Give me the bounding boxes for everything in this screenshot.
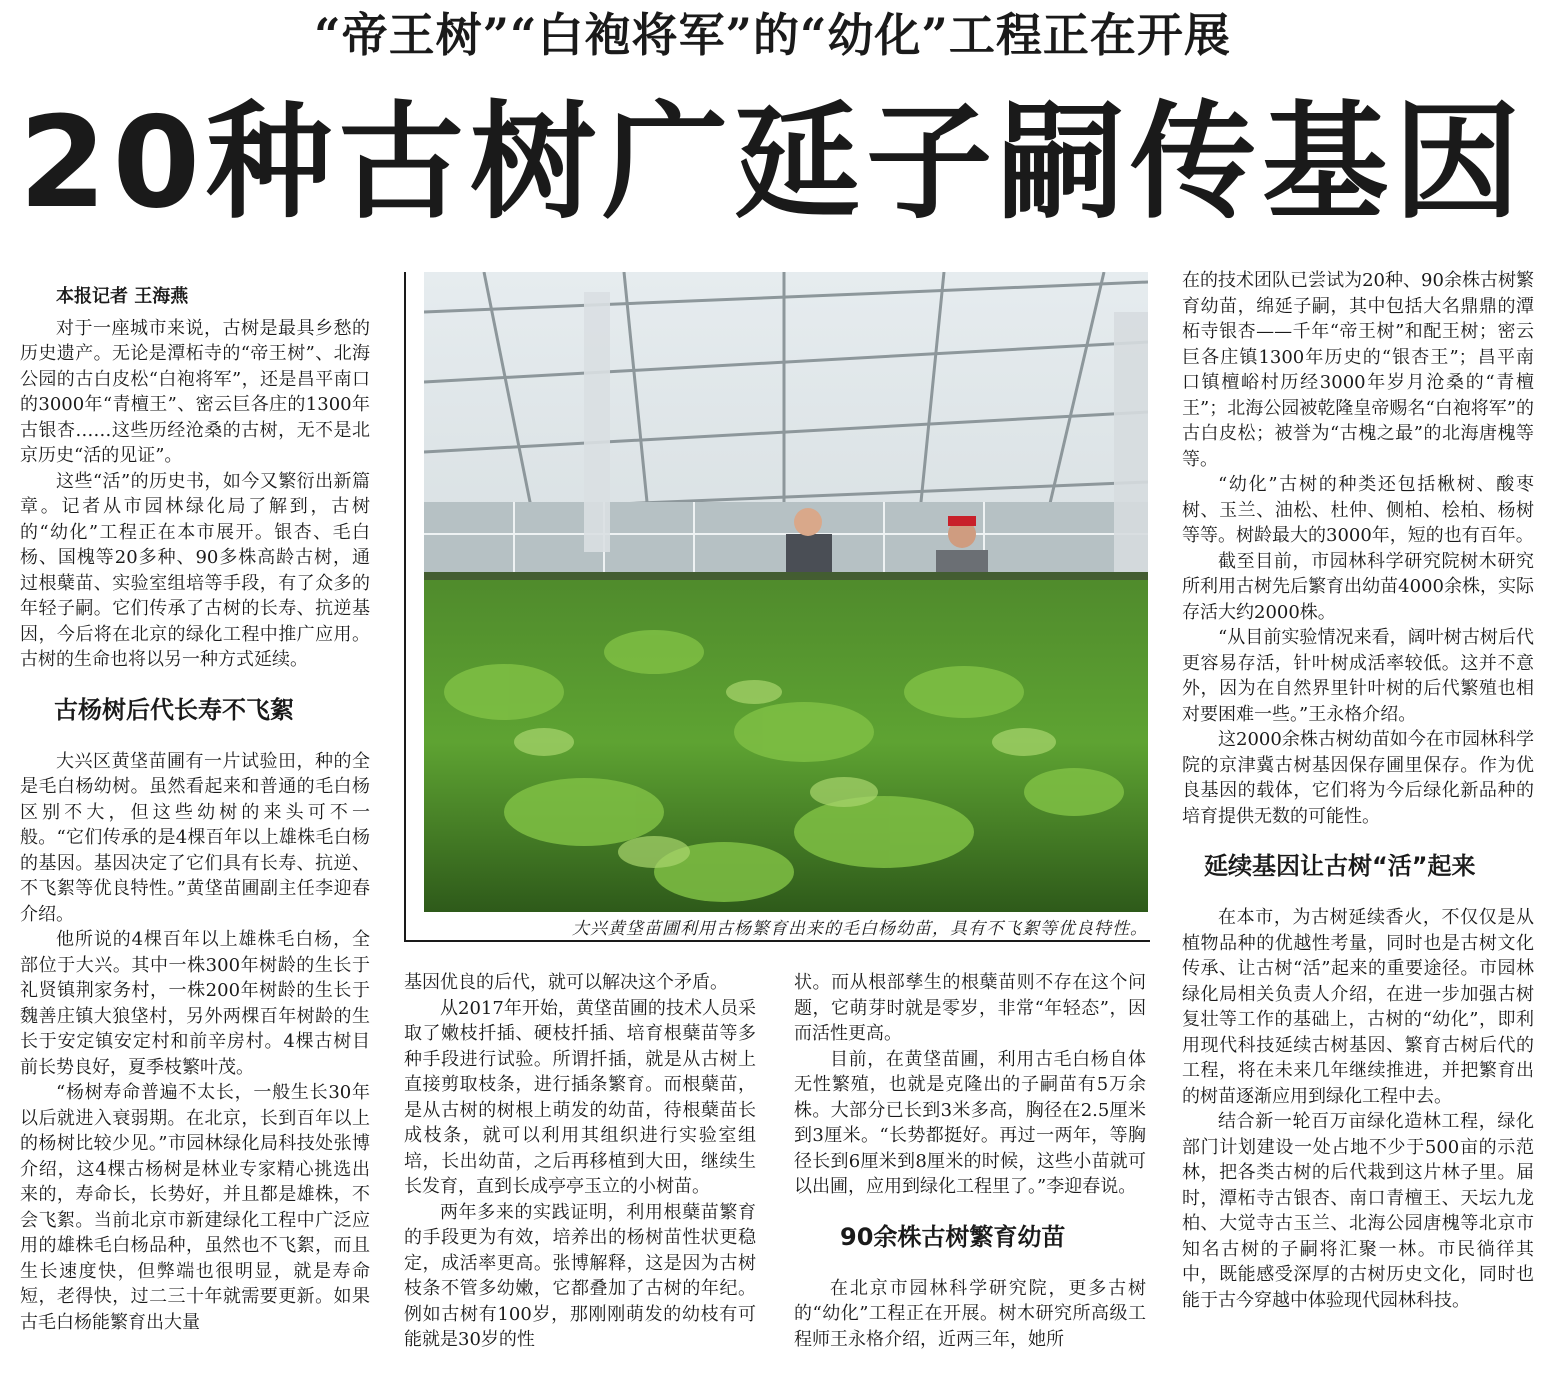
- subheading: 90余株古树繁育幼苗: [840, 1222, 1066, 1251]
- paragraph: 这些“活”的历史书，如今又繁衍出新篇章。记者从市园林绿化局了解到，古树的“幼化”工程正在本市展开。银杏、毛白杨、国槐等20多种、90多株高龄古树，通过根蘖苗、实验室组培等手段，有了众多的年轻子嗣。它们传承了古树的长寿、抗逆基因，今后将在北京的绿化工程中推广应用。古树的生命也将以另一种方式延续。: [20, 470, 370, 670]
- paragraph: 他所说的4棵百年以上雄株毛白杨，全部位于大兴。其中一株300年树龄的生长于礼贤镇荆家务村，一株200年树龄的生长于魏善庄镇大狼垡村，另外两棵百年树龄的生长于安定镇安定村和前辛房村。4棵古树目前长势良好，夏季枝繁叶茂。: [20, 929, 370, 1078]
- paragraph: 从2017年开始，黄垡苗圃的技术人员采取了嫩枝扦插、硬枝扦插、培育根蘖苗等多种手段进行试验。所谓扦插，就是从古树上直接剪取枝条，进行插条繁育。而根蘖苗，是从古树的树根上萌发的幼苗，待根蘖苗长成枝条，就可以利用其组织进行实验室组培，长出幼苗，之后再移植到大田，继续生长发育，直到长成亭亭玉立的小树苗。: [404, 997, 756, 1197]
- paragraph: 状。而从根部孳生的根蘖苗则不存在这个问题，它萌芽时就是零岁，非常“年轻态”，因而活性更高。: [794, 972, 1146, 1044]
- photo-caption: 大兴黄垡苗圃利用古杨繁育出来的毛白杨幼苗，具有不飞絮等优良特性。: [572, 919, 1148, 939]
- paragraph: 目前，在黄垡苗圃，利用古毛白杨自体无性繁殖，也就是克隆出的子嗣苗有5万余株。大部分已长到3米多高，胸径在2.5厘米到3厘米。“长势都挺好。再过一两年，等胸径长到6厘米到8厘米的时候，这些小苗就可以出圃，应用到绿化工程里了。”李迎春说。: [794, 1048, 1146, 1197]
- paragraph: 在的技术团队已尝试为20种、90余株古树繁育幼苗，绵延子嗣，其中包括大名鼎鼎的潭柘寺银杏——千年“帝王树”和配王树；密云巨各庄镇1300年历史的“银杏王”；昌平南口镇檀峪村历经3000年岁月沧桑的“青檀王”；北海公园被乾隆皇帝赐名“白袍将军”的古白皮松；被誉为“古槐之最”的北海唐槐等等。: [1182, 270, 1534, 470]
- paragraph: 基因优良的后代，就可以解决这个矛盾。: [404, 972, 728, 993]
- paragraph: “幼化”古树的种类还包括楸树、酸枣树、玉兰、油松、杜仲、侧柏、桧柏、杨树等等。树龄最大的3000年，短的也有百年。: [1182, 474, 1534, 546]
- byline: 本报记者 王海燕: [56, 286, 189, 307]
- paragraph: 两年多来的实践证明，利用根蘖苗繁育的手段更为有效，培养出的杨树苗性状更稳定，成活率更高。张博解释，这是因为古树枝条不管多幼嫩，它都叠加了古树的年纪。例如古树有100岁，那刚刚萌发的幼枝有可能就是30岁的性: [404, 1201, 756, 1350]
- kicker-headline: “帝王树”“白袍将军”的“幼化”工程正在开展: [314, 8, 1231, 62]
- paragraph: 大兴区黄垡苗圃有一片试验田，种的全是毛白杨幼树。虽然看起来和普通的毛白杨区别不大，但这些幼树的来头可不一般。“它们传承的是4棵百年以上雄株毛白杨的基因。基因决定了它们具有长寿、抗逆、不飞絮等优良特性。”黄垡苗圃副主任李迎春介绍。: [20, 750, 370, 925]
- article-column-1: [20, 284, 370, 1335]
- photo-illustration: [424, 272, 1148, 912]
- article-column-2: [404, 970, 756, 1353]
- subheading: 古杨树后代长寿不飞絮: [54, 695, 294, 724]
- paragraph: “从目前实验情况来看，阔叶树古树后代更容易存活，针叶树成活率较低。这并不意外，因为在自然界里针叶树的后代繁殖也相对要困难一些。”王永格介绍。: [1182, 627, 1534, 725]
- paragraph: 对于一座城市来说，古树是最具乡愁的历史遗产。无论是潭柘寺的“帝王树”、北海公园的古白皮松“白袍将军”，还是昌平南口的3000年“青檀王”、密云巨各庄的1300年古银杏……这些历经沧桑的古树，无不是北京历史“活的见证”。: [20, 317, 370, 466]
- paragraph: 截至目前，市园林科学研究院树木研究所利用古树先后繁育出幼苗4000余株，实际存活大约2000株。: [1182, 550, 1534, 623]
- paragraph: 结合新一轮百万亩绿化造林工程，绿化部门计划建设一处占地不少于500亩的示范林，把各类古树的后代栽到这片林子里。届时，潭柘寺古银杏、南口青檀王、天坛九龙柏、大觉寺古玉兰、北海公园唐槐等北京市知名古树的子嗣将汇聚一林。市民徜徉其中，既能感受深厚的古树历史文化，同时也能于古今穿越中体验现代园林科技。: [1182, 1111, 1534, 1311]
- article-column-3: [794, 970, 1146, 1352]
- main-headline: 20种古树广延子嗣传基因: [18, 89, 1527, 236]
- paragraph: 在本市，为古树延续香火，不仅仅是从植物品种的优越性考量，同时也是古树文化传承、让古树“活”起来的重要途径。市园林绿化局相关负责人介绍，在进一步加强古树复壮等工作的基础上，古树的“幼化”，即利用现代科技延续古树基因、繁育古树后代的工程，将在未来几年继续推进，并把繁育出的树苗逐渐应用到绿化工程中去。: [1182, 907, 1534, 1107]
- paragraph: 在北京市园林科学研究院，更多古树的“幼化”工程正在开展。树木研究所高级工程师王永格介绍，近两三年，她所: [794, 1277, 1146, 1350]
- subheading: 延续基因让古树“活”起来: [1204, 852, 1476, 880]
- paragraph: 这2000余株古树幼苗如今在市园林科学院的京津冀古树基因保存圃里保存。作为优良基因的载体，它们将为今后绿化新品种的培育提供无数的可能性。: [1182, 729, 1534, 827]
- paragraph: “杨树寿命普遍不太长，一般生长30年以后就进入衰弱期。在北京，长到百年以上的杨树比较少见。”市园林绿化局科技处张博介绍，这4棵古杨树是林业专家精心挑选出来的，寿命长，长势好，并且都是雄株，不会飞絮。当前北京市新建绿化工程中广泛应用的雄株毛白杨品种，虽然也不飞絮，而且生长速度快，但弊端也很明显，就是寿命短，老得快，过二三十年就需要更新。如果古毛白杨能繁育出大量: [20, 1082, 370, 1333]
- greenhouse-seedlings-photo: [424, 272, 1148, 912]
- article-column-4: [1182, 268, 1534, 1313]
